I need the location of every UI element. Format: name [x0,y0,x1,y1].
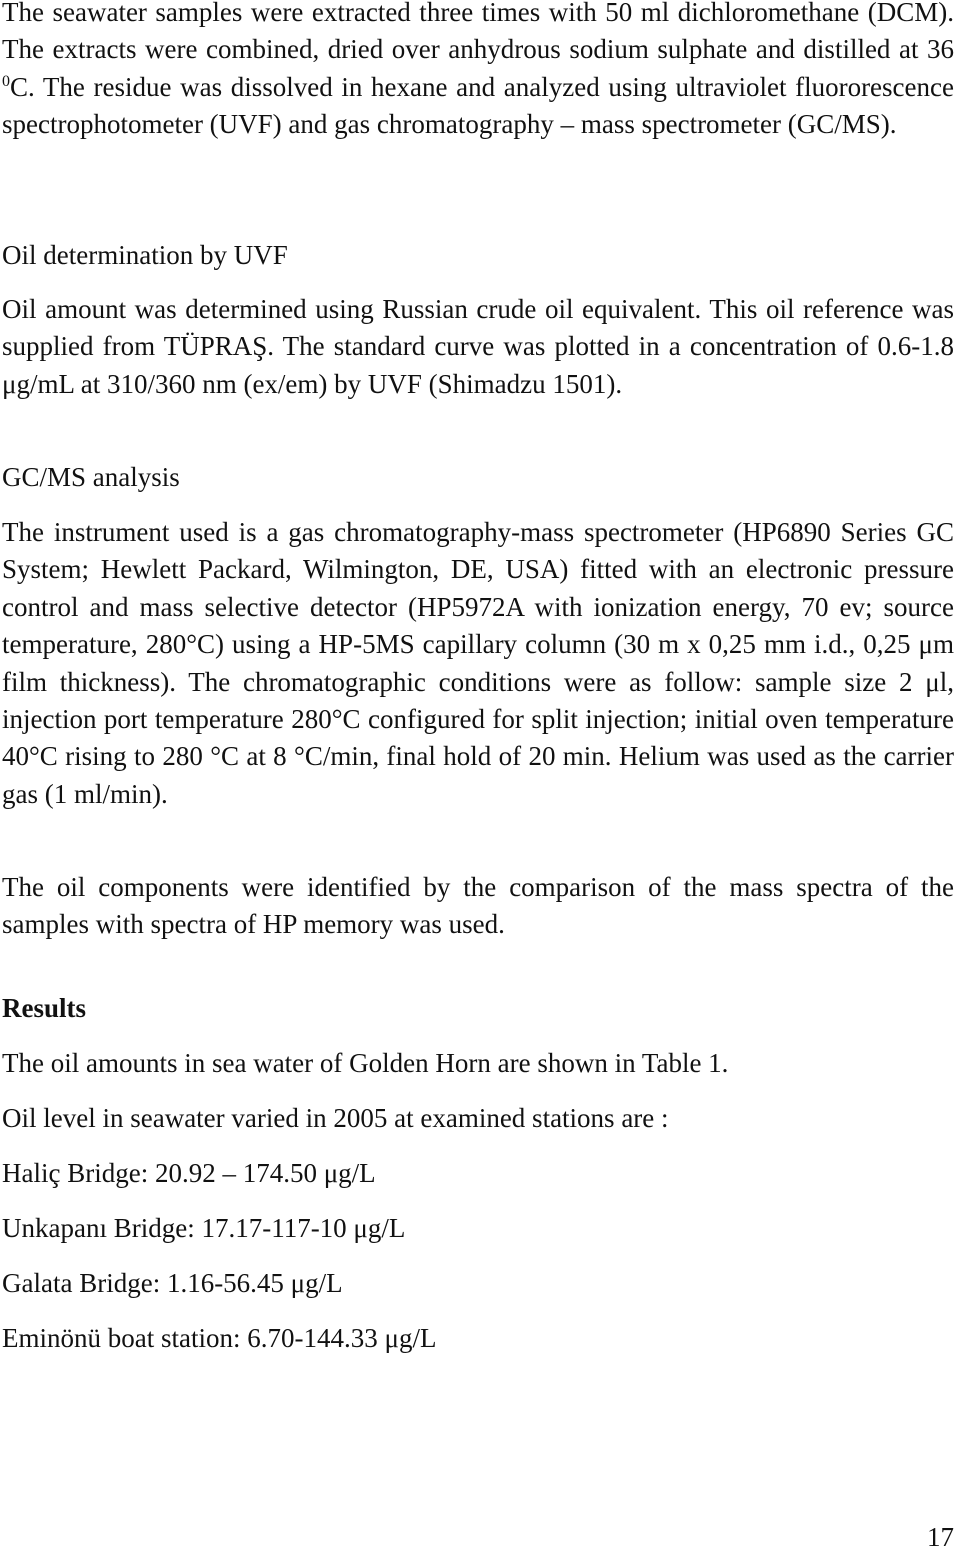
heading-oil-determination-uvf: Oil determination by UVF [2,240,288,270]
paragraph-extraction-text-a: The seawater samples were extracted three times with 50 ml dichloromethane (DCM). The extracts were combined, dried over anhydrous sodium sulphate and distilled at 36 [2,0,954,65]
results-oil-level: Oil level in seawater varied in 2005 at examined stations are : [2,1103,669,1133]
station-unkapani-bridge: Unkapanı Bridge: 17.17-117-10 μg/L [2,1213,406,1243]
heading-gcms-analysis: GC/MS analysis [2,462,180,492]
superscript-degree: 0 [2,72,10,90]
station-eminonu-boat: Eminönü boat station: 6.70-144.33 μg/L [2,1323,437,1353]
station-halic-bridge: Haliç Bridge: 20.92 – 174.50 μg/L [2,1158,376,1188]
results-intro: The oil amounts in sea water of Golden Horn are shown in Table 1. [2,1048,729,1078]
paragraph-uvf: Oil amount was determined using Russian crude oil equivalent. This oil reference was supplied from TÜPRAŞ. The standard curve was plotted in a concentration of 0.6-1.8 μg/mL at 310/360 nm (ex/em) by UVF (Shimadzu 1501). [2,294,954,399]
heading-results: Results [2,993,87,1023]
page-number: 17 [927,1522,954,1552]
paragraph-extraction-text-b: C. The residue was dissolved in hexane and analyzed using ultraviolet fluororescence spectrophotometer (UVF) and gas chromatography – mass spectrometer (GC/MS). [2,71,954,140]
paragraph-extraction [2,0,954,144]
paragraph-gcms: The instrument used is a gas chromatography-mass spectrometer (HP6890 Series GC System; Hewlett Packard, Wilmington, DE, USA) fitted with an electronic pressure control and mass selective detector (HP5972A with ionization energy, 70 ev; source temperature, 280°C) using a HP-5MS capillary column (30 m x 0,25 mm i.d., 0,25 μm film thickness). The chromatographic conditions were as follow: sample size 2 μl, injection port temperature 280°C configured for split injection; initial oven temperature 40°C rising to 280 °C at 8 °C/min, final hold of 20 min. Helium was used as the carrier gas (1 ml/min). [2,517,954,809]
station-galata-bridge: Galata Bridge: 1.16-56.45 μg/L [2,1268,343,1298]
paragraph-oil-components: The oil components were identified by the comparison of the mass spectra of the samples with spectra of HP memory was used. [2,872,954,940]
